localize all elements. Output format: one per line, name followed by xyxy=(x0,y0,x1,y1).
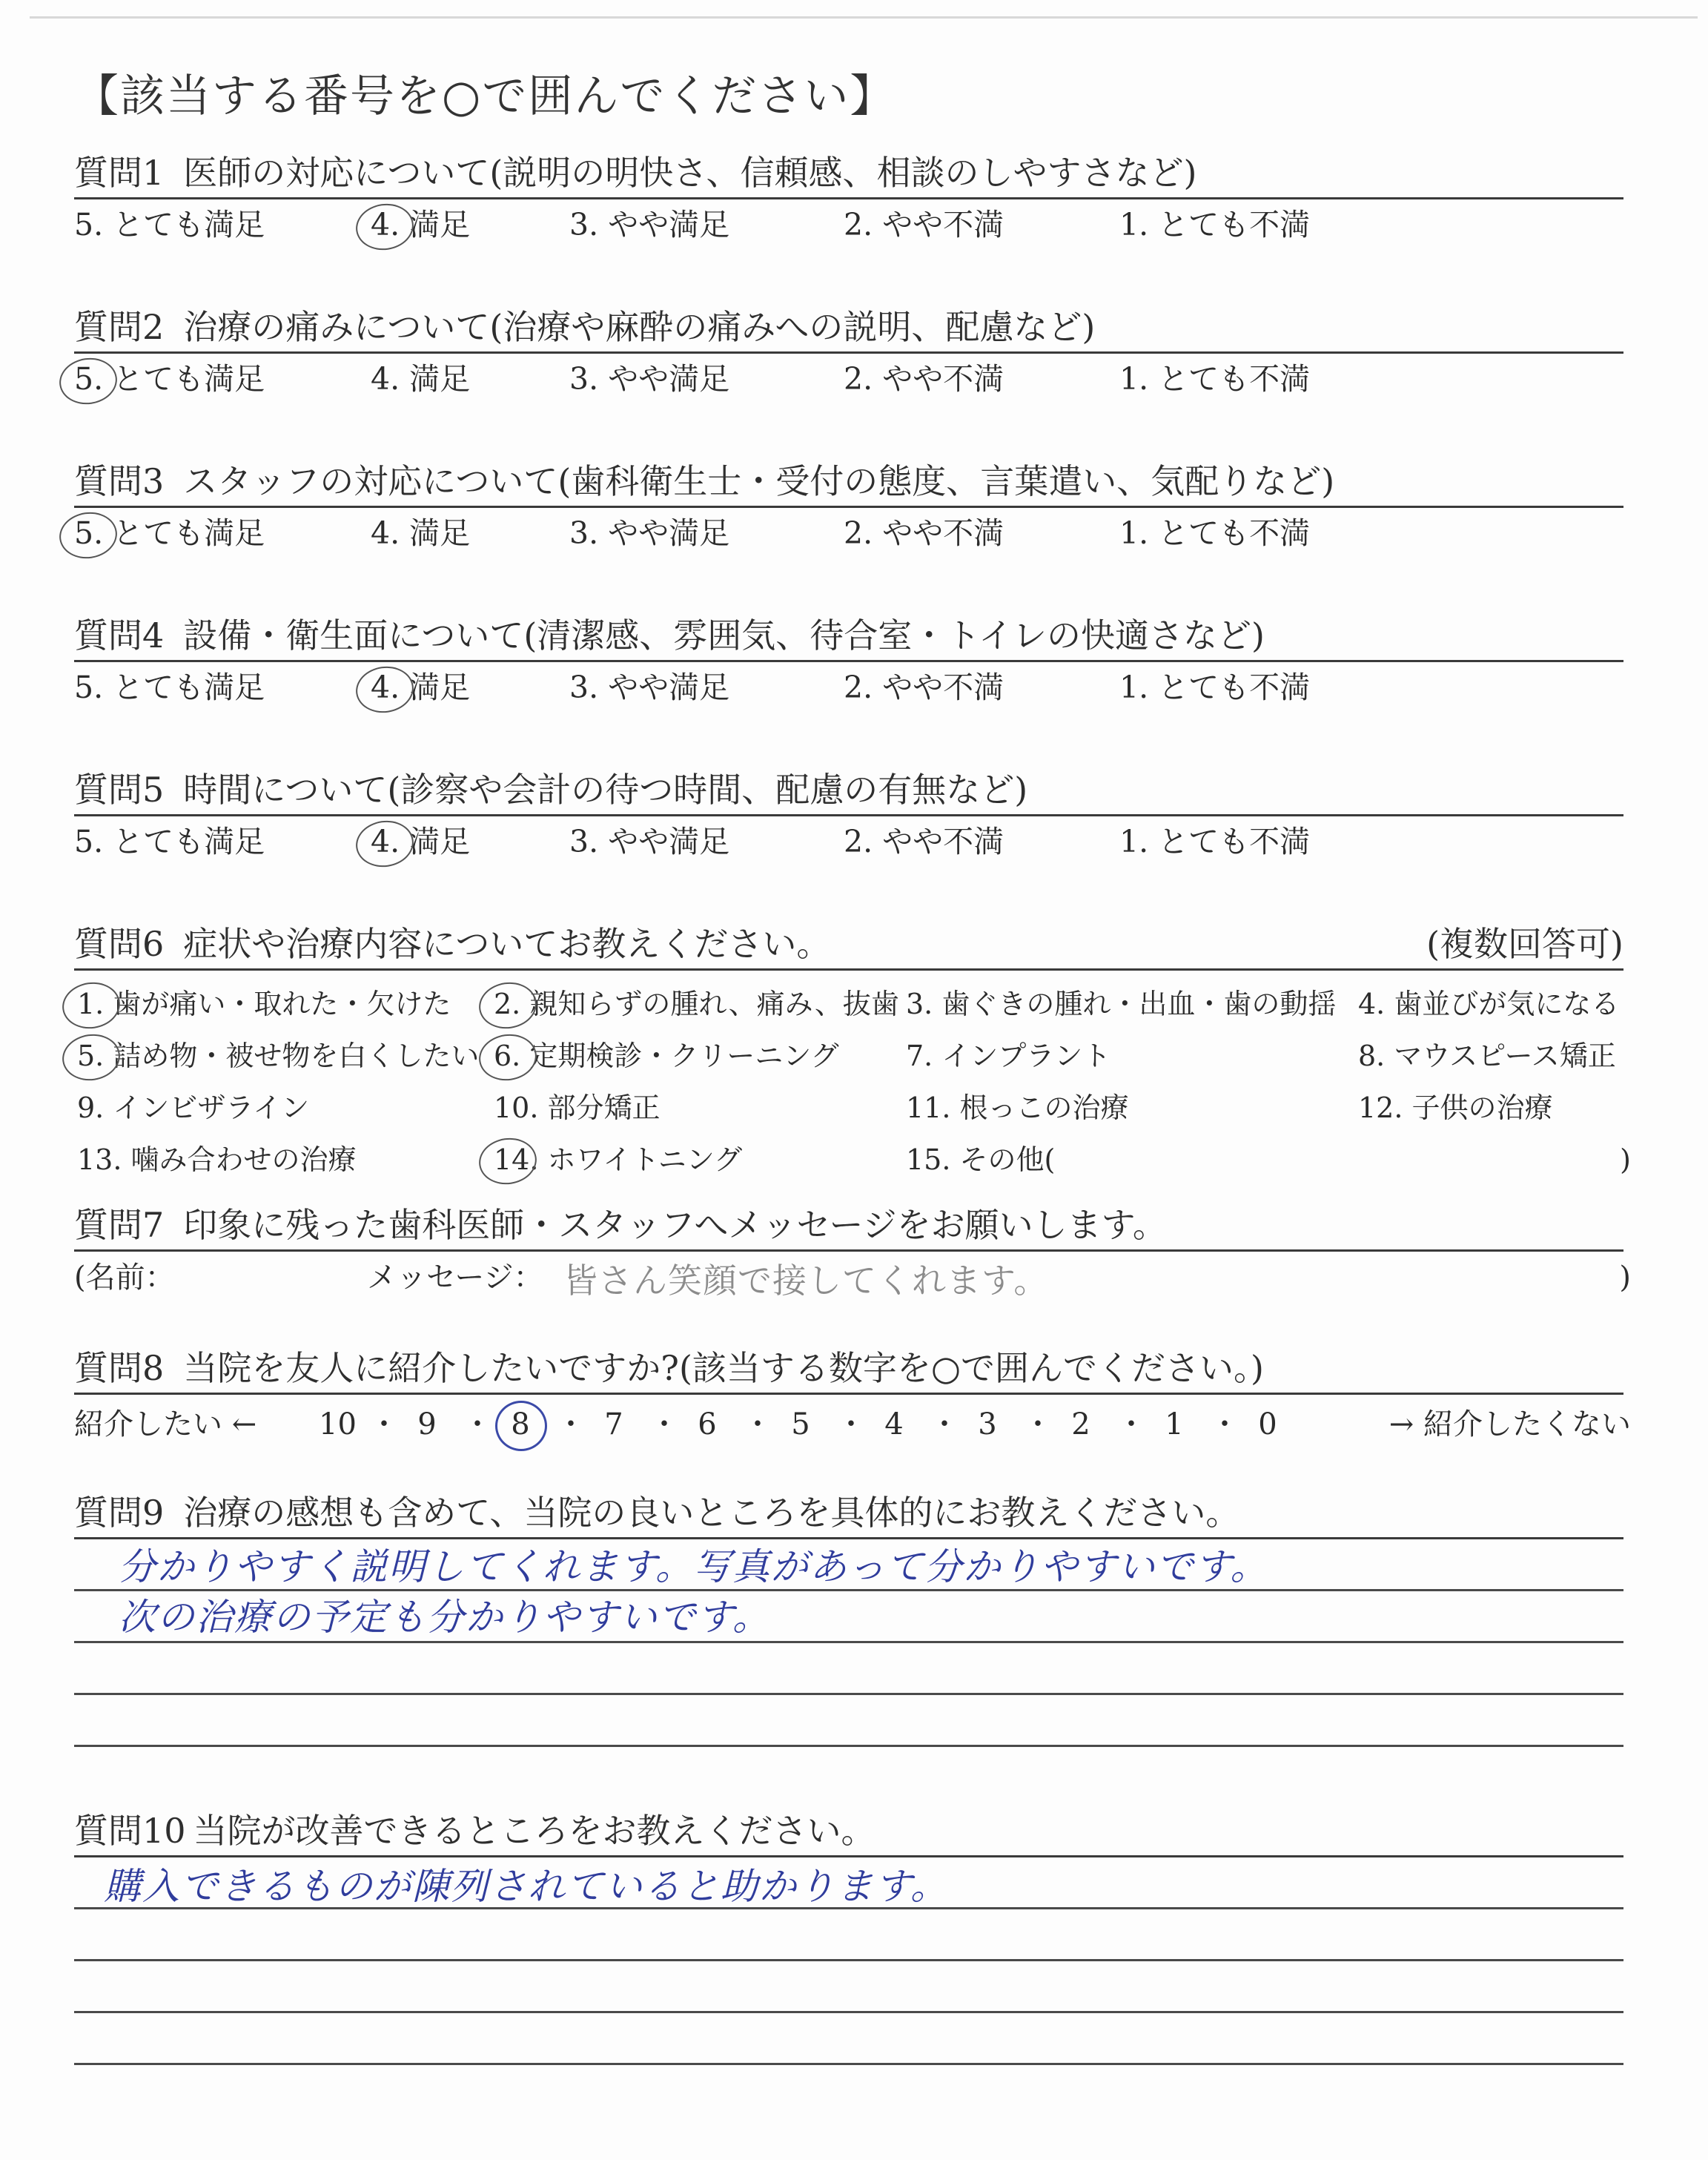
question-number: 質問2 xyxy=(74,307,165,347)
q8-scale-3[interactable]: 3 xyxy=(978,1407,997,1441)
question-title xyxy=(74,303,1631,351)
q6-option-2-selected[interactable]: 2. 親知らずの腫れ、痛み、抜歯 xyxy=(494,978,899,1030)
rating-option-1[interactable]: 1. とても不満 xyxy=(1119,515,1311,551)
question-title xyxy=(74,765,1631,814)
q6-option-15[interactable]: 15. その他( xyxy=(906,1143,1056,1176)
q6-other-close: ) xyxy=(1620,1143,1631,1176)
q6-option-9[interactable]: 9. インビザライン xyxy=(77,1091,310,1124)
rating-option-4-selected[interactable]: 4. 満足 xyxy=(371,662,470,713)
rating-options xyxy=(74,354,1631,404)
rating-option-5-selected[interactable]: 5. とても満足 xyxy=(74,508,265,558)
q7-number: 質問7 xyxy=(74,1205,165,1245)
rating-options xyxy=(74,816,1631,867)
rating-option-2[interactable]: 2. やや不満 xyxy=(844,515,1004,551)
rating-questions xyxy=(74,148,1631,919)
q6-option-12[interactable]: 12. 子供の治療 xyxy=(1358,1091,1553,1124)
q6-title xyxy=(74,919,1631,968)
rating-option-5[interactable]: 5. とても満足 xyxy=(74,207,265,242)
q7-close-paren: ) xyxy=(1619,1261,1631,1295)
q9-text: 治療の感想も含めて、当院の良いところを具体的にお教えください。 xyxy=(183,1493,1240,1533)
q8-selection-circle xyxy=(495,1401,547,1451)
q10-number: 質問10 xyxy=(74,1811,186,1851)
scan-edge-line xyxy=(30,16,1698,19)
rating-option-4[interactable]: 4. 満足 xyxy=(371,361,471,397)
q6-option-8[interactable]: 8. マウスピース矯正 xyxy=(1358,1040,1616,1072)
rating-option-1[interactable]: 1. とても不満 xyxy=(1119,361,1311,397)
question-number: 質問5 xyxy=(74,770,165,810)
rating-option-1[interactable]: 1. とても不満 xyxy=(1119,824,1311,859)
question-number: 質問4 xyxy=(74,615,165,655)
q6-option-10[interactable]: 10. 部分矯正 xyxy=(494,1091,661,1124)
answer-line xyxy=(74,1693,1623,1695)
rating-option-2[interactable]: 2. やや不満 xyxy=(844,207,1004,242)
q8-separator: ・ xyxy=(1116,1407,1146,1441)
question-4 xyxy=(74,611,1631,765)
question-number: 質問1 xyxy=(74,153,165,193)
q9-number: 質問9 xyxy=(74,1493,165,1533)
q6-text: 症状や治療内容についてお教えください。 xyxy=(183,924,831,964)
rating-option-2[interactable]: 2. やや不満 xyxy=(844,361,1004,397)
question-number: 質問3 xyxy=(74,461,165,501)
q7-message-handwriting: 皆さん笑顔で接してくれます。 xyxy=(563,1261,1049,1301)
question-3 xyxy=(74,457,1631,611)
survey-page xyxy=(74,52,1631,2065)
q8-scale-2[interactable]: 2 xyxy=(1071,1407,1090,1441)
q6-option-6-selected[interactable]: 6. 定期検診・クリーニング xyxy=(494,1030,839,1082)
q8-scale-5[interactable]: 5 xyxy=(791,1407,810,1441)
rating-options xyxy=(74,199,1631,250)
q10-title xyxy=(74,1806,1631,1855)
q8-title xyxy=(74,1344,1631,1393)
q6-option-13[interactable]: 13. 噛み合わせの治療 xyxy=(77,1143,357,1176)
q8-separator: ・ xyxy=(743,1407,772,1441)
question-title xyxy=(74,148,1631,197)
q6-option-14-selected[interactable]: 14. ホワイトニング xyxy=(494,1134,742,1186)
q7-name-label: (名前： xyxy=(74,1261,175,1295)
rating-option-3[interactable]: 3. やや満足 xyxy=(569,515,730,551)
rating-option-3[interactable]: 3. やや満足 xyxy=(569,207,730,242)
rating-option-5[interactable]: 5. とても満足 xyxy=(74,670,265,705)
rating-option-4[interactable]: 4. 満足 xyxy=(371,515,471,551)
q6-options xyxy=(74,971,1631,1181)
q8-left-label: 紹介したい ← xyxy=(74,1407,257,1441)
rating-option-4-selected[interactable]: 4. 満足 xyxy=(371,199,470,250)
answer-line xyxy=(74,1641,1623,1643)
q9-answer-handwriting-2: 次の治療の予定も分かりやすいです。 xyxy=(119,1596,771,1639)
rating-option-3[interactable]: 3. やや満足 xyxy=(569,824,730,859)
question-5 xyxy=(74,765,1631,919)
question-text: 医師の対応について(説明の明快さ、信頼感、相談のしやすさなど) xyxy=(183,153,1197,193)
q8-scale-10[interactable]: 10 xyxy=(319,1407,357,1441)
answer-line xyxy=(74,1959,1623,1961)
q6-option-7[interactable]: 7. インプラント xyxy=(906,1040,1111,1072)
q8-separator: ・ xyxy=(930,1407,959,1441)
q8-scale-7[interactable]: 7 xyxy=(604,1407,623,1441)
q10-answer-lines xyxy=(74,1855,1631,2065)
q6-option-1-selected[interactable]: 1. 歯が痛い・取れた・欠けた xyxy=(77,978,451,1030)
q8-scale xyxy=(74,1395,1631,1454)
question-text: 時間について(診察や会計の待つ時間、配慮の有無など) xyxy=(183,770,1028,810)
q8-separator: ・ xyxy=(556,1407,586,1441)
q8-separator: ・ xyxy=(463,1407,492,1441)
q10-text: 当院が改善できるところをお教えください。 xyxy=(193,1811,875,1851)
question-title xyxy=(74,457,1631,506)
rating-option-5-selected[interactable]: 5. とても満足 xyxy=(74,354,265,404)
q8-scale-4[interactable]: 4 xyxy=(884,1407,904,1441)
q8-number: 質問8 xyxy=(74,1348,165,1388)
q9-title xyxy=(74,1488,1631,1537)
q6-option-4[interactable]: 4. 歯並びが気になる xyxy=(1358,988,1620,1020)
question-text: 治療の痛みについて(治療や麻酔の痛みへの説明、配慮など) xyxy=(183,307,1096,347)
rating-option-3[interactable]: 3. やや満足 xyxy=(569,361,730,397)
q6-option-5-selected[interactable]: 5. 詰め物・被せ物を白くしたい xyxy=(77,1030,479,1082)
q8-right-label: → 紹介したくない xyxy=(1388,1407,1631,1441)
q8-text: 当院を友人に紹介したいですか?(該当する数字を○で囲んでください。) xyxy=(183,1348,1264,1388)
q7-text: 印象に残った歯科医師・スタッフへメッセージをお願いします。 xyxy=(183,1205,1167,1245)
rating-option-4-selected[interactable]: 4. 満足 xyxy=(371,816,470,867)
question-text: 設備・衛生面について(清潔感、雰囲気、待合室・トイレの快適さなど) xyxy=(183,615,1265,655)
q7-answer-row xyxy=(74,1252,1631,1311)
q7-message-label: メッセージ： xyxy=(367,1261,543,1295)
q6-option-3[interactable]: 3. 歯ぐきの腫れ・出血・歯の動揺 xyxy=(906,988,1337,1020)
q8-scale-1[interactable]: 1 xyxy=(1165,1407,1184,1441)
q9-answer-handwriting-1: 分かりやすく説明してくれます。写真があって分かりやすいです。 xyxy=(119,1545,1269,1588)
question-text: スタッフの対応について(歯科衛生士・受付の態度、言葉遣い、気配りなど) xyxy=(183,461,1335,501)
q6-option-11[interactable]: 11. 根っこの治療 xyxy=(906,1091,1129,1124)
q6-multiple-note: (複数回答可) xyxy=(1426,924,1623,964)
rating-option-3[interactable]: 3. やや満足 xyxy=(569,670,730,705)
q8-separator: ・ xyxy=(1210,1407,1239,1441)
rating-options xyxy=(74,508,1631,558)
q8-scale-6[interactable]: 6 xyxy=(698,1407,717,1441)
q8-separator: ・ xyxy=(369,1407,399,1441)
q7-title xyxy=(74,1200,1631,1249)
rating-option-1[interactable]: 1. とても不満 xyxy=(1119,670,1311,705)
rating-option-5[interactable]: 5. とても満足 xyxy=(74,824,265,859)
question-2 xyxy=(74,303,1631,457)
question-1 xyxy=(74,148,1631,303)
q8-scale-0[interactable]: 0 xyxy=(1258,1407,1277,1441)
answer-line xyxy=(74,2011,1623,2013)
rating-option-2[interactable]: 2. やや不満 xyxy=(844,824,1004,859)
rating-option-1[interactable]: 1. とても不満 xyxy=(1119,207,1311,242)
q8-scale-9[interactable]: 9 xyxy=(417,1407,437,1441)
q10-answer-handwriting: 購入できるものが陳列されていると助かります。 xyxy=(104,1865,949,1908)
answer-line xyxy=(74,2063,1623,2065)
q9-answer-lines xyxy=(74,1537,1631,1747)
q8-scale-8-selected[interactable]: 8 xyxy=(511,1407,530,1441)
rating-option-2[interactable]: 2. やや不満 xyxy=(844,670,1004,705)
rating-options xyxy=(74,662,1631,713)
q6-number: 質問6 xyxy=(74,924,165,964)
answer-line xyxy=(74,1745,1623,1747)
q8-separator: ・ xyxy=(1023,1407,1053,1441)
question-title xyxy=(74,611,1631,660)
q8-separator: ・ xyxy=(649,1407,679,1441)
form-header: 【該当する番号を○で囲んでください】 xyxy=(74,70,896,122)
q8-separator: ・ xyxy=(836,1407,866,1441)
